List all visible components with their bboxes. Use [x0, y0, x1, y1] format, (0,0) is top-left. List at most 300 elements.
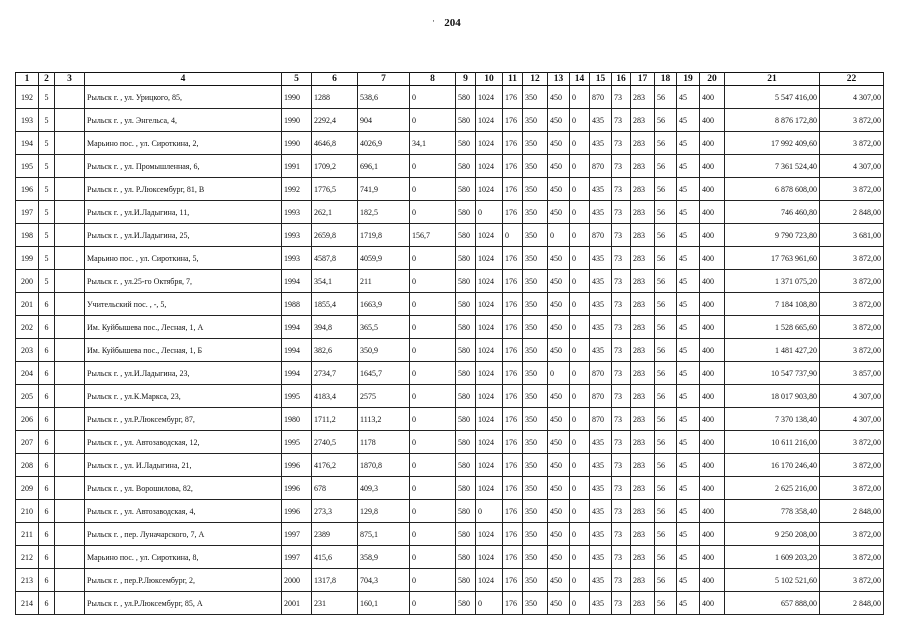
- column-header: 16: [612, 73, 631, 86]
- table-cell: 212: [16, 546, 39, 569]
- table-cell: 400: [700, 477, 725, 500]
- table-cell: 741,9: [358, 178, 410, 201]
- table-cell: 204: [16, 362, 39, 385]
- column-header: 9: [456, 73, 476, 86]
- table-cell: 870: [590, 408, 612, 431]
- table-cell: 0: [570, 270, 590, 293]
- table-cell: 350: [523, 477, 548, 500]
- table-cell: Рыльск г. , ул. Урицкого, 85,: [85, 86, 282, 109]
- table-cell: 435: [590, 201, 612, 224]
- table-cell: 5: [39, 86, 55, 109]
- table-cell: 400: [700, 293, 725, 316]
- table-cell: 3 872,00: [820, 247, 884, 270]
- table-cell: 283: [631, 155, 655, 178]
- table-cell: 0: [570, 569, 590, 592]
- table-cell: 176: [503, 132, 523, 155]
- table-cell: 34,1: [410, 132, 456, 155]
- table-cell: 283: [631, 362, 655, 385]
- table-cell: 1988: [282, 293, 312, 316]
- table-cell: 4 307,00: [820, 86, 884, 109]
- table-cell: 1113,2: [358, 408, 410, 431]
- table-cell: 1711,2: [312, 408, 358, 431]
- table-cell: 0: [476, 201, 503, 224]
- table-cell: [55, 500, 85, 523]
- table-cell: 193: [16, 109, 39, 132]
- table-cell: 6: [39, 523, 55, 546]
- table-cell: 1997: [282, 546, 312, 569]
- table-cell: 283: [631, 592, 655, 615]
- table-cell: 870: [590, 224, 612, 247]
- table-cell: Рыльск г. , ул.И.Ладыгина, 25,: [85, 224, 282, 247]
- table-row: [16, 362, 884, 385]
- table-cell: 0: [410, 454, 456, 477]
- table-cell: [55, 431, 85, 454]
- table-cell: 1024: [476, 293, 503, 316]
- table-cell: 0: [410, 270, 456, 293]
- table-cell: 580: [456, 500, 476, 523]
- table-cell: 350: [523, 293, 548, 316]
- table-cell: 450: [548, 477, 570, 500]
- table-cell: 6: [39, 362, 55, 385]
- table-cell: 450: [548, 132, 570, 155]
- table-cell: 7 184 108,80: [725, 293, 820, 316]
- table-cell: 538,6: [358, 86, 410, 109]
- table-cell: 176: [503, 247, 523, 270]
- table-cell: 450: [548, 592, 570, 615]
- table-cell: 45: [677, 592, 700, 615]
- table-cell: 1855,4: [312, 293, 358, 316]
- table-cell: 400: [700, 546, 725, 569]
- table-cell: 56: [655, 523, 677, 546]
- table-cell: 6: [39, 316, 55, 339]
- table-cell: 400: [700, 408, 725, 431]
- table-cell: 0: [570, 408, 590, 431]
- table-cell: 5: [39, 224, 55, 247]
- table-cell: 400: [700, 431, 725, 454]
- table-cell: 5: [39, 155, 55, 178]
- table-cell: 73: [612, 109, 631, 132]
- table-cell: 209: [16, 477, 39, 500]
- table-cell: 350: [523, 454, 548, 477]
- table-cell: 45: [677, 224, 700, 247]
- table-cell: 1024: [476, 155, 503, 178]
- table-cell: 1990: [282, 86, 312, 109]
- table-cell: 73: [612, 132, 631, 155]
- table-cell: Марьино пос. , ул. Сироткина, 5,: [85, 247, 282, 270]
- table-cell: 1024: [476, 569, 503, 592]
- table-cell: [55, 293, 85, 316]
- table-cell: 2734,7: [312, 362, 358, 385]
- table-cell: 400: [700, 592, 725, 615]
- table-cell: 0: [410, 477, 456, 500]
- table-cell: [55, 385, 85, 408]
- table-cell: 73: [612, 155, 631, 178]
- table-cell: Рыльск г. , ул.Р.Люксембург, 85, А: [85, 592, 282, 615]
- table-cell: 1024: [476, 270, 503, 293]
- table-cell: 73: [612, 477, 631, 500]
- table-cell: Рыльск г. , ул. Промышленная, 6,: [85, 155, 282, 178]
- table-cell: 73: [612, 569, 631, 592]
- table-cell: 73: [612, 270, 631, 293]
- table-cell: 350: [523, 408, 548, 431]
- column-header: 19: [677, 73, 700, 86]
- table-cell: 580: [456, 339, 476, 362]
- table-cell: 394,8: [312, 316, 358, 339]
- table-cell: Рыльск г. , пер. Луначарского, 7, А: [85, 523, 282, 546]
- table-cell: 196: [16, 178, 39, 201]
- table-cell: 283: [631, 431, 655, 454]
- table-cell: 435: [590, 454, 612, 477]
- table-cell: 56: [655, 155, 677, 178]
- table-cell: 45: [677, 339, 700, 362]
- table-cell: 3 872,00: [820, 109, 884, 132]
- table-cell: 208: [16, 454, 39, 477]
- table-cell: 176: [503, 569, 523, 592]
- column-header: 11: [503, 73, 523, 86]
- table-cell: 580: [456, 408, 476, 431]
- table-cell: 206: [16, 408, 39, 431]
- table-cell: 4646,8: [312, 132, 358, 155]
- table-cell: 273,3: [312, 500, 358, 523]
- table-cell: 0: [570, 431, 590, 454]
- column-header: 12: [523, 73, 548, 86]
- table-cell: 6: [39, 339, 55, 362]
- table-cell: 3 872,00: [820, 270, 884, 293]
- table-row: [16, 270, 884, 293]
- table-cell: 1 609 203,20: [725, 546, 820, 569]
- table-cell: 283: [631, 339, 655, 362]
- table-cell: 400: [700, 224, 725, 247]
- table-cell: 1719,8: [358, 224, 410, 247]
- table-cell: 435: [590, 431, 612, 454]
- table-cell: 350: [523, 385, 548, 408]
- table-cell: 56: [655, 270, 677, 293]
- table-cell: 283: [631, 454, 655, 477]
- table-cell: 0: [570, 362, 590, 385]
- table-cell: [55, 201, 85, 224]
- table-cell: 0: [548, 362, 570, 385]
- table-cell: 1024: [476, 132, 503, 155]
- table-cell: 6 878 608,00: [725, 178, 820, 201]
- table-cell: 400: [700, 385, 725, 408]
- table-cell: 73: [612, 86, 631, 109]
- table-cell: 176: [503, 86, 523, 109]
- table-cell: 73: [612, 385, 631, 408]
- table-cell: 400: [700, 155, 725, 178]
- table-cell: 182,5: [358, 201, 410, 224]
- table-cell: 73: [612, 500, 631, 523]
- table-cell: 8 876 172,80: [725, 109, 820, 132]
- table-cell: 3 872,00: [820, 523, 884, 546]
- table-cell: 450: [548, 339, 570, 362]
- table-cell: 3 872,00: [820, 339, 884, 362]
- column-header: 20: [700, 73, 725, 86]
- table-cell: 400: [700, 362, 725, 385]
- table-cell: 3 872,00: [820, 293, 884, 316]
- table-cell: 176: [503, 477, 523, 500]
- table-cell: 283: [631, 477, 655, 500]
- table-cell: 176: [503, 431, 523, 454]
- table-cell: 283: [631, 178, 655, 201]
- table-cell: 45: [677, 477, 700, 500]
- table-cell: 1024: [476, 339, 503, 362]
- table-row: [16, 316, 884, 339]
- table-cell: Рыльск г. , ул.25-го Октября, 7,: [85, 270, 282, 293]
- table-cell: 450: [548, 86, 570, 109]
- table-cell: 435: [590, 592, 612, 615]
- table-cell: Рыльск г. , пер.Р.Люксембург, 2,: [85, 569, 282, 592]
- table-cell: 1024: [476, 454, 503, 477]
- table-row: [16, 132, 884, 155]
- table-cell: 56: [655, 500, 677, 523]
- table-cell: 450: [548, 408, 570, 431]
- table-cell: 450: [548, 109, 570, 132]
- table-cell: 400: [700, 109, 725, 132]
- table-cell: 0: [503, 224, 523, 247]
- table-cell: [55, 523, 85, 546]
- table-cell: 7 361 524,40: [725, 155, 820, 178]
- table-cell: 350: [523, 178, 548, 201]
- table-cell: 3 872,00: [820, 477, 884, 500]
- table-cell: 450: [548, 178, 570, 201]
- table-cell: 195: [16, 155, 39, 178]
- table-cell: Рыльск г. , ул.И.Ладыгина, 23,: [85, 362, 282, 385]
- table-cell: 350: [523, 247, 548, 270]
- table-cell: 1996: [282, 477, 312, 500]
- table-cell: 400: [700, 132, 725, 155]
- table-cell: 580: [456, 86, 476, 109]
- table-cell: 400: [700, 569, 725, 592]
- table-cell: 1663,9: [358, 293, 410, 316]
- table-cell: [55, 339, 85, 362]
- table-cell: 400: [700, 523, 725, 546]
- table-cell: 400: [700, 316, 725, 339]
- table-cell: 350: [523, 362, 548, 385]
- table-cell: 211: [358, 270, 410, 293]
- table-cell: 6: [39, 408, 55, 431]
- table-cell: 1990: [282, 132, 312, 155]
- table-cell: 45: [677, 431, 700, 454]
- table-cell: [55, 362, 85, 385]
- table-cell: 160,1: [358, 592, 410, 615]
- table-cell: 1996: [282, 500, 312, 523]
- table-cell: 0: [570, 546, 590, 569]
- table-cell: 1024: [476, 546, 503, 569]
- table-cell: 580: [456, 431, 476, 454]
- table-cell: 56: [655, 546, 677, 569]
- table-cell: 73: [612, 431, 631, 454]
- table-cell: [55, 270, 85, 293]
- table-cell: 6: [39, 385, 55, 408]
- table-cell: 17 763 961,60: [725, 247, 820, 270]
- table-cell: 6: [39, 592, 55, 615]
- table-cell: 0: [410, 109, 456, 132]
- column-header: 1: [16, 73, 39, 86]
- table-row: [16, 293, 884, 316]
- column-header: 21: [725, 73, 820, 86]
- table-cell: 283: [631, 86, 655, 109]
- table-cell: 176: [503, 339, 523, 362]
- table-cell: 18 017 903,80: [725, 385, 820, 408]
- table-cell: [55, 178, 85, 201]
- table-cell: 435: [590, 132, 612, 155]
- table-cell: 0: [570, 155, 590, 178]
- table-cell: 0: [410, 86, 456, 109]
- table-cell: Рыльск г. , ул. Автозаводская, 4,: [85, 500, 282, 523]
- table-cell: 435: [590, 178, 612, 201]
- table-cell: 73: [612, 454, 631, 477]
- table-cell: 3 857,00: [820, 362, 884, 385]
- table-cell: 450: [548, 500, 570, 523]
- table-cell: 0: [410, 546, 456, 569]
- table-cell: 4183,4: [312, 385, 358, 408]
- table-cell: [55, 155, 85, 178]
- table-cell: 199: [16, 247, 39, 270]
- table-cell: 415,6: [312, 546, 358, 569]
- table-cell: 435: [590, 477, 612, 500]
- table-cell: 73: [612, 592, 631, 615]
- table-cell: 1997: [282, 523, 312, 546]
- table-cell: 283: [631, 224, 655, 247]
- table-cell: 56: [655, 293, 677, 316]
- table-cell: 5: [39, 132, 55, 155]
- table-cell: 1995: [282, 385, 312, 408]
- table-row: [16, 247, 884, 270]
- table-cell: 580: [456, 316, 476, 339]
- table-cell: 580: [456, 178, 476, 201]
- table-cell: Рыльск г. , ул. Автозаводская, 12,: [85, 431, 282, 454]
- table-cell: 0: [570, 247, 590, 270]
- table-cell: 176: [503, 178, 523, 201]
- table-cell: 213: [16, 569, 39, 592]
- table-cell: 3 872,00: [820, 316, 884, 339]
- table-cell: 3 872,00: [820, 546, 884, 569]
- table-cell: 580: [456, 592, 476, 615]
- table-cell: 0: [570, 316, 590, 339]
- table-cell: 45: [677, 247, 700, 270]
- table-cell: 435: [590, 109, 612, 132]
- table-body: [16, 86, 884, 615]
- table-cell: 73: [612, 316, 631, 339]
- column-header: 7: [358, 73, 410, 86]
- table-cell: 450: [548, 155, 570, 178]
- table-cell: 450: [548, 293, 570, 316]
- table-cell: Рыльск г. , ул.К.Маркса, 23,: [85, 385, 282, 408]
- table-cell: 400: [700, 201, 725, 224]
- table-cell: 73: [612, 546, 631, 569]
- table-cell: 176: [503, 546, 523, 569]
- table-cell: 283: [631, 270, 655, 293]
- table-cell: 17 992 409,60: [725, 132, 820, 155]
- table-cell: 778 358,40: [725, 500, 820, 523]
- table-cell: 56: [655, 385, 677, 408]
- table-cell: 435: [590, 500, 612, 523]
- table-cell: 0: [570, 454, 590, 477]
- table-cell: 0: [410, 523, 456, 546]
- table-cell: 200: [16, 270, 39, 293]
- table-cell: 1 481 427,20: [725, 339, 820, 362]
- table-cell: 580: [456, 224, 476, 247]
- table-cell: 0: [410, 362, 456, 385]
- table-cell: 350: [523, 155, 548, 178]
- table-cell: [55, 132, 85, 155]
- table-cell: 0: [570, 293, 590, 316]
- table-cell: 207: [16, 431, 39, 454]
- table-cell: 5: [39, 247, 55, 270]
- table-cell: 6: [39, 454, 55, 477]
- table-cell: 5 102 521,60: [725, 569, 820, 592]
- table-row: [16, 500, 884, 523]
- table-cell: 0: [410, 569, 456, 592]
- table-cell: 197: [16, 201, 39, 224]
- table-cell: 6: [39, 569, 55, 592]
- table-cell: [55, 454, 85, 477]
- table-cell: 0: [410, 247, 456, 270]
- table-cell: 6: [39, 546, 55, 569]
- table-cell: 580: [456, 546, 476, 569]
- table-cell: 6: [39, 431, 55, 454]
- table-cell: 45: [677, 178, 700, 201]
- table-cell: 435: [590, 569, 612, 592]
- table-cell: 1980: [282, 408, 312, 431]
- table-cell: [55, 86, 85, 109]
- table-cell: 5: [39, 270, 55, 293]
- table-cell: 45: [677, 454, 700, 477]
- table-cell: 450: [548, 454, 570, 477]
- table-cell: 350: [523, 339, 548, 362]
- table-cell: 1994: [282, 270, 312, 293]
- table-cell: 450: [548, 546, 570, 569]
- table-cell: [55, 546, 85, 569]
- table-cell: 400: [700, 247, 725, 270]
- table-cell: 696,1: [358, 155, 410, 178]
- table-cell: Рыльск г. , ул. Ворошилова, 82,: [85, 477, 282, 500]
- column-header: 17: [631, 73, 655, 86]
- table-cell: 4026,9: [358, 132, 410, 155]
- table-cell: 56: [655, 477, 677, 500]
- table-cell: 350: [523, 569, 548, 592]
- table-cell: 0: [410, 178, 456, 201]
- table-cell: 1993: [282, 224, 312, 247]
- table-cell: 283: [631, 408, 655, 431]
- table-cell: 73: [612, 293, 631, 316]
- table-cell: 2 848,00: [820, 592, 884, 615]
- table-cell: 5: [39, 201, 55, 224]
- table-cell: 0: [410, 316, 456, 339]
- table-cell: 56: [655, 408, 677, 431]
- column-header: 22: [820, 73, 884, 86]
- table-cell: 5: [39, 109, 55, 132]
- column-header: 18: [655, 73, 677, 86]
- table-row: [16, 224, 884, 247]
- table-cell: 3 872,00: [820, 569, 884, 592]
- table-cell: 2001: [282, 592, 312, 615]
- table-cell: 0: [476, 592, 503, 615]
- table-cell: 435: [590, 293, 612, 316]
- table-cell: 4176,2: [312, 454, 358, 477]
- table-cell: 678: [312, 477, 358, 500]
- table-cell: Рыльск г. , ул.И.Ладыгина, 11,: [85, 201, 282, 224]
- column-header: 3: [55, 73, 85, 86]
- table-cell: 350: [523, 109, 548, 132]
- table-cell: 450: [548, 247, 570, 270]
- table-cell: 176: [503, 454, 523, 477]
- table-cell: 354,1: [312, 270, 358, 293]
- table-cell: 1178: [358, 431, 410, 454]
- table-cell: 1024: [476, 385, 503, 408]
- table-cell: 45: [677, 293, 700, 316]
- table-cell: 657 888,00: [725, 592, 820, 615]
